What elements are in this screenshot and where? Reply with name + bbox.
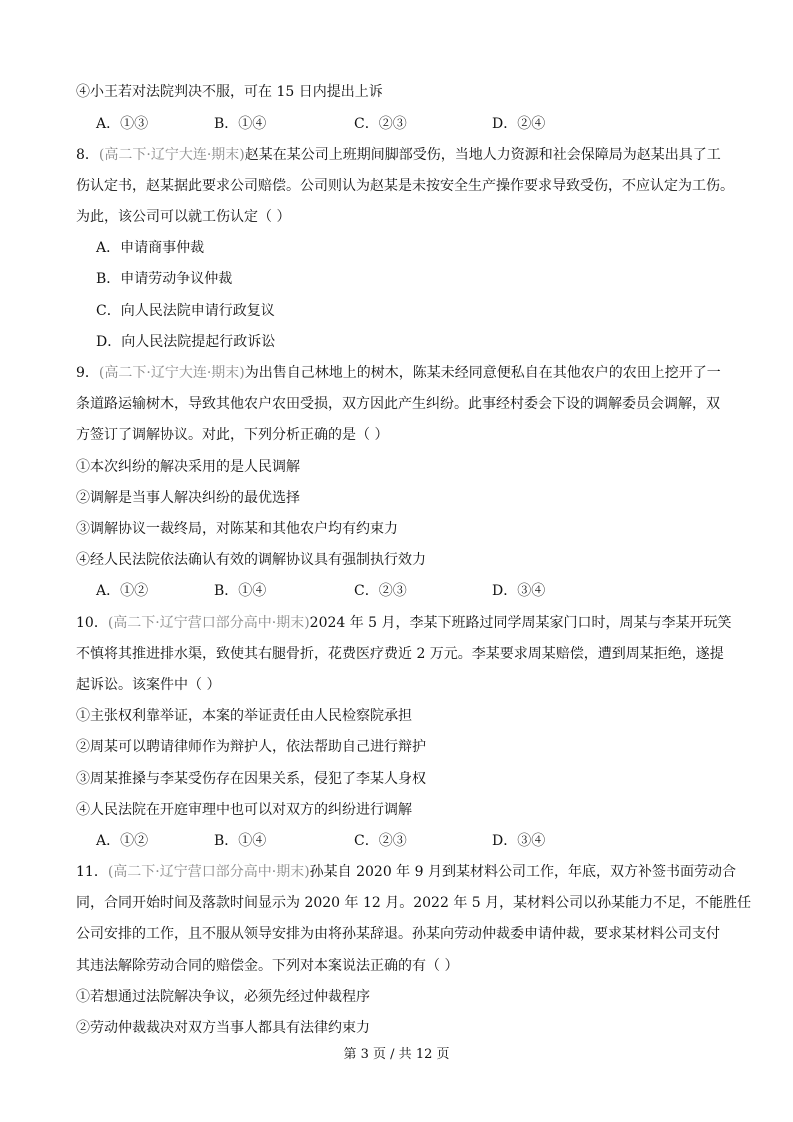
question-source-tag: (高二下·辽宁大连·期末) [98,365,245,381]
question-text: 孙某自 2020 年 9 月到某材料公司工作，年底，双方补签书面劳动合 [309,864,736,880]
option-d[interactable]: D．③④ [492,833,546,849]
question-number: 8． [76,147,99,163]
statement-4: ④经人民法院依法确认有效的调解协议具有强制执行效力 [76,552,426,568]
answer-options-q7 [96,115,696,133]
question-source-tag: (高二下·辽宁营口部分高中·期末) [107,615,310,631]
question-9-stem-line-3: 方签订了调解协议。对此，下列分析正确的是（ ） [76,427,389,443]
option-b[interactable]: B．①④ [214,116,267,132]
option-b[interactable]: B．申请劳动争议仲裁 [96,271,233,287]
option-a[interactable]: A．①② [96,833,149,849]
question-number: 11． [76,864,108,880]
question-10-stem-line-2: 不慎将其推进排水渠，致使其右腿骨折，花费医疗费近 2 万元。李某要求周某赔偿，遭到周某拒绝，遂提 [76,646,724,662]
option-b[interactable]: B．①④ [214,583,267,599]
question-11-stem-line-2: 同，合同开始时间及落款时间显示为 2020 年 12 月。2022 年 5 月，某材料公司以孙某能力不足，不能胜任 [76,895,752,911]
page-footer: 第 3 页 / 共 12 页 [343,1047,450,1062]
question-source-tag: (高二下·辽宁大连·期末) [98,147,245,163]
statement-2: ②调解是当事人解决纠纷的最优选择 [76,490,300,506]
statement-4: ④小王若对法院判决不服，可在 15 日内提出上诉 [76,84,383,100]
answer-options-q9 [96,582,696,600]
option-d[interactable]: D．②④ [492,116,546,132]
option-c[interactable]: C．向人民法院申请行政复议 [96,303,275,319]
option-a[interactable]: A．申请商事仲裁 [96,240,205,256]
question-text: 为出售自己林地上的树木，陈某未经同意便私自在其他农户的农田上挖开了一 [244,365,721,381]
statement-2: ②劳动仲裁裁决对双方当事人都具有法律约束力 [76,1020,370,1036]
statement-3: ③调解协议一裁终局，对陈某和其他农户均有约束力 [76,521,398,537]
question-8-stem-line-3: 为此，该公司可以就工伤认定（ ） [76,209,291,225]
option-c[interactable]: C．②③ [354,583,407,599]
statement-1: ①主张权利靠举证，本案的举证责任由人民检察院承担 [76,708,412,724]
option-b[interactable]: B．①④ [214,833,267,849]
option-a[interactable]: A．①② [96,583,149,599]
question-11-stem-line-3: 公司安排的工作，且不服从领导安排为由将孙某辞退。孙某向劳动仲裁委申请仲裁，要求某材料公司支付 [76,926,720,942]
question-10-stem-line-1 [76,614,732,632]
question-number: 10． [76,615,108,631]
question-8-stem-line-1 [76,146,721,164]
question-8-stem-line-2: 伤认定书，赵某据此要求公司赔偿。公司则认为赵某是未按安全生产操作要求导致受伤，不应认定为工伤。 [76,178,734,194]
question-11-stem-line-4: 其违法解除劳动合同的赔偿金。下列对本案说法正确的有（ ） [76,958,459,974]
question-text: 赵某在某公司上班期间脚部受伤，当地人力资源和社会保障局为赵某出具了工 [244,147,721,163]
question-10-stem-line-3: 起诉讼。该案件中（ ） [76,677,221,693]
question-11-stem-line-1 [76,863,736,881]
option-a[interactable]: A．①③ [96,116,149,132]
option-c[interactable]: C．②③ [354,116,407,132]
statement-2: ②周某可以聘请律师作为辩护人，依法帮助自己进行辩护 [76,739,426,755]
question-9-stem-line-2: 条道路运输树木，导致其他农户农田受损，双方因此产生纠纷。此事经村委会下设的调解委员会调解，双 [76,396,720,412]
statement-4: ④人民法院在开庭审理中也可以对双方的纠纷进行调解 [76,802,412,818]
question-source-tag: (高二下·辽宁营口部分高中·期末) [107,864,310,880]
statement-1: ①若想通过法院解决争议，必须先经过仲裁程序 [76,989,370,1005]
option-c[interactable]: C．②③ [354,833,407,849]
question-9-stem-line-1 [76,364,721,382]
option-d[interactable]: D．③④ [492,583,546,599]
answer-options-q10 [96,832,696,850]
statement-1: ①本次纠纷的解决采用的是人民调解 [76,459,300,475]
statement-3: ③周某推搡与李某受伤存在因果关系，侵犯了李某人身权 [76,771,426,787]
question-number: 9． [76,365,99,381]
question-text: 2024 年 5 月，李某下班路过同学周某家门口时，周某与李某开玩笑 [309,615,732,631]
option-d[interactable]: D．向人民法院提起行政诉讼 [96,334,276,350]
